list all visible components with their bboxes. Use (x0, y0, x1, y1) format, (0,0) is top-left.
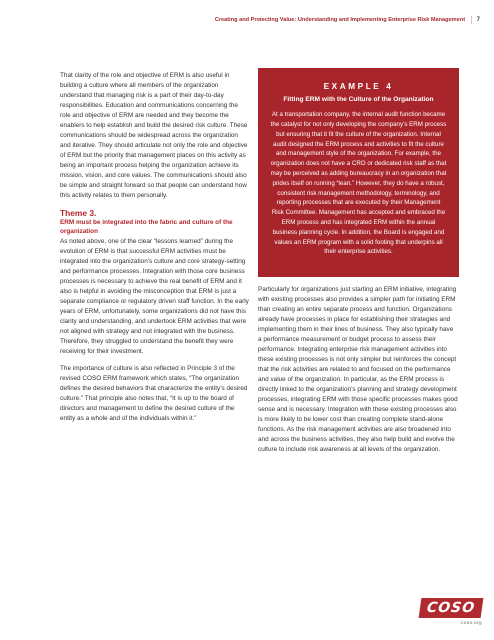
header-divider (471, 16, 472, 24)
example-body: At a transportation company, the internal audit function became the catalyst for not only developing the company’s ERM process but ensuring that it fit the culture of the organization. Internal audit designed the ERM process and activities to fit the culture and management style of the organization. For example, the organization does not have a CRO or dedicated risk staff as that may be perceived as adding bureaucracy in an organization that prides itself on running “lean.” However, they do have a robust, consistent risk management methodology, terminology, and reporting processes that are executed by their Management Risk Committee. Management has accepted and embraced the ERM process and has integrated ERM within the annual business planning cycle. In addition, the Board is engaged and values an ERM program with a solid footing that underpins all their enterprise activities. (270, 111, 447, 256)
left-paragraph-2: As noted above, one of the clear “lessons learned” during the evolution of ERM is that successful ERM activities must be integrated into the organization’s culture and core strategy-setting and performance processes. Integration with those core business processes is necessary to achieve the real benefit of ERM and it also is helpful in avoiding the misconception that ERM is just a separate compliance or regulatory driven staff function. In the early years of ERM, unfortunately, some organizations did not have this clarity and understanding, and undertook ERM activities that were not aligned with strategy and not integrated with the business. Therefore, they struggled to understand the benefit they were receiving for their investment. (60, 238, 249, 355)
right-paragraph-1: Particularly for organizations just starting an ERM initiative, integrating with existing processes also provides a simpler path for initiating ERM than creating an entire separate process and function. Organizations already have processes in place for establishing their strategies and implementing them in their lines of business. They also typically have a performance measurement or budget process to assess their performance. Integrating enterprise risk management activities into these existing processes is not only simpler but reinforces the concept that the risk activities are related to and focused on the performance and value of the organization. In particular, as the ERM process is directly linked to the organization’s planning and strategy development processes, integrating ERM with those specific processes makes good sense and is necessary. Integration with these existing processes also is more likely to be lower cost than creating complete stand-alone functions. As the risk management activities are also broadened into and across the business activities, they also help build and evolve the culture to include risk awareness at all levels of the organization. (258, 286, 458, 453)
page-number: 7 (476, 17, 480, 23)
left-paragraph-3: The importance of culture is also reflected in Principle 3 of the revised COSO ERM framework which states, “The organization defines the desired behaviors that characterize the entity’s desired culture.” That principle also notes that, “It is up to the board of directors and management to define the desired culture of the entity as a whole and of the individuals within it.” (60, 364, 248, 422)
example-title: Fitting ERM with the Culture of the Organization (283, 96, 434, 103)
left-paragraph-1: That clarity of the role and objective of ERM is also useful in building a culture where all members of the organization understand that managing risk is a part of their day-to-day responsibilities. Education and communications concerning the role and objective of ERM are needed and they become the enablers to help establish and build the desired risk culture. These communications should be widespread across the organization and iterative. They should articulate not only the role and objective of ERM but the priority that management places on this activity as being an important process helping the organization achieve its mission, vision, and core values. The communications should also be simple and straight forward so that people can understand how this activity relates to them personally. (60, 72, 248, 199)
theme-heading: Theme 3. (60, 207, 97, 218)
example-label: EXAMPLE 4 (323, 82, 394, 91)
coso-logo: COSO (419, 598, 484, 618)
running-header (60, 14, 480, 26)
example-callout-box (258, 68, 459, 277)
footer-branding (420, 598, 482, 630)
right-column (258, 285, 458, 462)
running-header-title: Creating and Protecting Value: Understanding and Implementing Enterprise Risk Management (214, 17, 466, 23)
theme-subheading: ERM must be integrated into the fabric and culture of the organization (60, 218, 233, 236)
left-column (60, 71, 250, 431)
coso-url: coso.org (461, 620, 482, 625)
